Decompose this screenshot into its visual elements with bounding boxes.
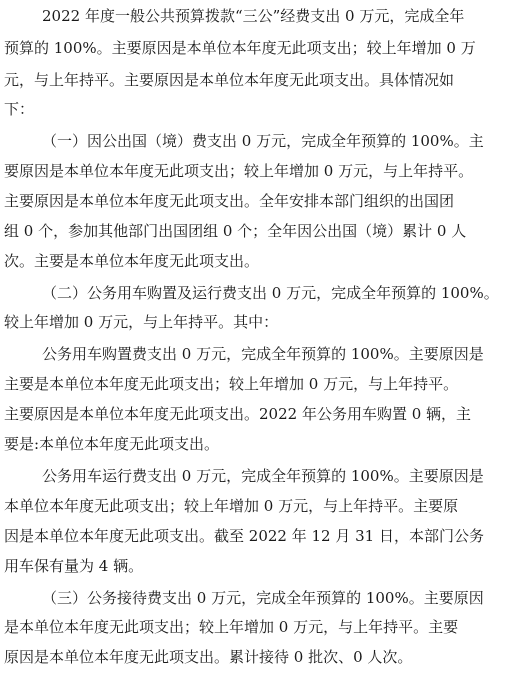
text-line: 主要是本单位本年度无此项支出；较上年增加 0 万元，与上年持平。 xyxy=(4,375,459,393)
text-line: 是本单位本年度无此项支出；较上年增加 0 万元，与上年持平。主要 xyxy=(4,618,459,636)
text-line: 下： xyxy=(4,100,35,118)
text-line: （三）公务接待费支出 0 万元，完成全年预算的 100%。主要原因 xyxy=(42,589,484,607)
text-line: 要是:本单位本年度无此项支出。 xyxy=(4,435,220,453)
text-line: 预算的 100%。主要原因是本单位本年度无此项支出；较上年增加 0 万 xyxy=(4,39,476,57)
text-line: 次。主要是本单位本年度无此项支出。 xyxy=(4,252,260,270)
text-line: 主要原因是本单位本年度无此项支出。2022 年公务用车购置 0 辆，主 xyxy=(4,405,472,423)
text-line: 2022 年度一般公共预算拨款“三公”经费支出 0 万元，完成全年 xyxy=(42,7,465,25)
text-line: （二）公务用车购置及运行费支出 0 万元，完成全年预算的 100%。 xyxy=(42,284,499,302)
text-line: （一）因公出国（境）费支出 0 万元，完成全年预算的 100%。主 xyxy=(42,132,484,150)
text-line: 原因是本单位本年度无此项支出。累计接待 0 批次、0 人次。 xyxy=(4,648,413,666)
text-line: 主要原因是本单位本年度无此项支出。全年安排本部门组织的出国团 xyxy=(4,192,455,210)
text-line: 较上年增加 0 万元，与上年持平。其中： xyxy=(4,313,279,331)
text-line: 公务用车购置费支出 0 万元，完成全年预算的 100%。主要原因是 xyxy=(42,345,484,363)
text-line: 要原因是本单位本年度无此项支出；较上年增加 0 万元，与上年持平。 xyxy=(4,162,474,180)
text-line: 本单位本年度无此项支出；较上年增加 0 万元，与上年持平。主要原 xyxy=(4,497,459,515)
text-line: 元，与上年持平。主要原因是本单位本年度无此项支出。具体情况如 xyxy=(4,71,455,89)
text-line: 公务用车运行费支出 0 万元，完成全年预算的 100%。主要原因是 xyxy=(42,467,484,485)
text-line: 因是本单位本年度无此项支出。截至 2022 年 12 月 31 日，本部门公务 xyxy=(4,527,484,545)
text-line: 用车保有量为 4 辆。 xyxy=(4,557,144,575)
text-line: 组 0 个，参加其他部门出国团组 0 个；全年因公出国（境）累计 0 人 xyxy=(4,222,467,240)
